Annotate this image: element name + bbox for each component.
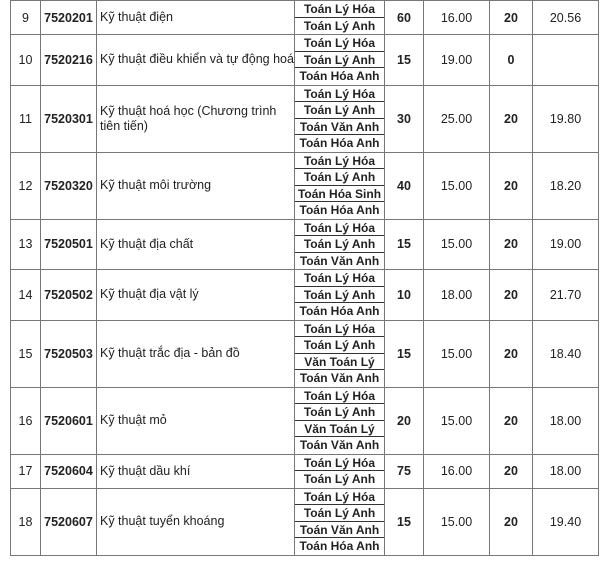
row-number: 12 xyxy=(11,152,41,219)
table-row xyxy=(11,320,599,387)
subject-combination: Toán Văn Anh xyxy=(299,253,380,268)
quota-value: 15 xyxy=(385,219,424,270)
threshold-score: 20 xyxy=(490,488,533,555)
table-row xyxy=(11,387,599,454)
last-score: 19.80 xyxy=(533,85,599,152)
last-score xyxy=(533,35,599,86)
threshold-score: 20 xyxy=(490,387,533,454)
row-number: 15 xyxy=(11,320,41,387)
quota-value: 15 xyxy=(385,320,424,387)
subject-combination: Toán Lý Hóa xyxy=(295,388,384,405)
row-number: 11 xyxy=(11,85,41,152)
threshold-score: 0 xyxy=(490,35,533,86)
subject-combination: Toán Hóa Anh xyxy=(299,539,380,553)
major-name: Kỹ thuật điện xyxy=(97,1,295,35)
subject-combinations xyxy=(295,454,385,488)
major-name: Kỹ thuật môi trường xyxy=(97,152,295,219)
table-row xyxy=(11,35,599,86)
table-row xyxy=(11,152,599,219)
subject-combination: Toán Hóa Anh xyxy=(299,203,380,217)
subject-combination: Toán Lý Anh xyxy=(303,18,376,33)
last-score: 19.00 xyxy=(533,219,599,270)
quota-value: 20 xyxy=(385,387,424,454)
table-row xyxy=(11,270,599,321)
subject-combination: Toán Lý Anh xyxy=(303,472,376,486)
subject-combinations xyxy=(295,1,385,35)
subject-combination: Toán Lý Anh xyxy=(295,169,384,186)
last-score: 18.40 xyxy=(533,320,599,387)
major-code: 7520216 xyxy=(41,35,97,86)
table-row xyxy=(11,219,599,270)
major-name: Kỹ thuật mỏ xyxy=(97,387,295,454)
subject-combination: Toán Hóa Anh xyxy=(299,136,380,150)
major-code: 7520601 xyxy=(41,387,97,454)
threshold-score: 20 xyxy=(490,454,533,488)
row-number: 16 xyxy=(11,387,41,454)
table-row xyxy=(11,488,599,555)
major-code: 7520503 xyxy=(41,320,97,387)
table-body xyxy=(11,1,599,556)
major-name: Kỹ thuật dầu khí xyxy=(97,454,295,488)
quota-value: 40 xyxy=(385,152,424,219)
major-code: 7520501 xyxy=(41,219,97,270)
subject-combination: Toán Lý Anh xyxy=(295,236,384,253)
row-number: 13 xyxy=(11,219,41,270)
subject-combination: Toán Hóa Anh xyxy=(299,69,380,83)
subject-combination: Văn Toán Lý xyxy=(295,421,384,438)
threshold-score: 20 xyxy=(490,152,533,219)
floor-score: 16.00 xyxy=(424,454,490,488)
subject-combination: Toán Hóa Sinh xyxy=(295,186,384,203)
last-score: 21.70 xyxy=(533,270,599,321)
floor-score: 18.00 xyxy=(424,270,490,321)
major-name: Kỹ thuật trắc địa - bản đồ xyxy=(97,320,295,387)
subject-combination: Văn Toán Lý xyxy=(295,354,384,371)
subject-combination: Toán Lý Hóa xyxy=(295,489,384,506)
subject-combination: Toán Lý Hóa xyxy=(295,1,384,18)
threshold-score: 20 xyxy=(490,320,533,387)
subject-combination: Toán Lý Hóa xyxy=(295,220,384,237)
quota-value: 60 xyxy=(385,1,424,35)
major-name: Kỹ thuật tuyển khoáng xyxy=(97,488,295,555)
admission-table xyxy=(10,0,599,556)
table-row xyxy=(11,85,599,152)
subject-combination: Toán Lý Anh xyxy=(295,52,384,69)
major-code: 7520301 xyxy=(41,85,97,152)
quota-value: 30 xyxy=(385,85,424,152)
subject-combination: Toán Văn Anh xyxy=(295,119,384,136)
floor-score: 15.00 xyxy=(424,152,490,219)
subject-combination: Toán Lý Anh xyxy=(295,505,384,522)
subject-combination: Toán Lý Hóa xyxy=(295,321,384,338)
floor-score: 15.00 xyxy=(424,387,490,454)
quota-value: 15 xyxy=(385,488,424,555)
major-name: Kỹ thuật điều khiển và tự động hoá xyxy=(97,35,295,86)
major-name: Kỹ thuật địa vật lý xyxy=(97,270,295,321)
subject-combination: Toán Lý Hóa xyxy=(295,455,384,472)
subject-combinations xyxy=(295,85,385,152)
floor-score: 16.00 xyxy=(424,1,490,35)
floor-score: 25.00 xyxy=(424,85,490,152)
subject-combinations xyxy=(295,387,385,454)
threshold-score: 20 xyxy=(490,270,533,321)
subject-combination: Toán Lý Anh xyxy=(295,102,384,119)
floor-score: 15.00 xyxy=(424,488,490,555)
subject-combinations xyxy=(295,270,385,321)
floor-score: 15.00 xyxy=(424,320,490,387)
floor-score: 15.00 xyxy=(424,219,490,270)
major-code: 7520604 xyxy=(41,454,97,488)
major-code: 7520502 xyxy=(41,270,97,321)
row-number: 18 xyxy=(11,488,41,555)
major-code: 7520201 xyxy=(41,1,97,35)
table-row xyxy=(11,1,599,35)
threshold-score: 20 xyxy=(490,219,533,270)
row-number: 14 xyxy=(11,270,41,321)
subject-combination: Toán Lý Hóa xyxy=(295,153,384,170)
subject-combinations xyxy=(295,35,385,86)
subject-combination: Toán Lý Anh xyxy=(295,287,384,304)
major-code: 7520320 xyxy=(41,152,97,219)
subject-combination: Toán Văn Anh xyxy=(299,438,380,452)
last-score: 19.40 xyxy=(533,488,599,555)
row-number: 17 xyxy=(11,454,41,488)
subject-combination: Toán Lý Anh xyxy=(295,337,384,354)
last-score: 18.00 xyxy=(533,454,599,488)
major-name: Kỹ thuật địa chất xyxy=(97,219,295,270)
subject-combination: Toán Lý Anh xyxy=(295,404,384,421)
last-score: 18.00 xyxy=(533,387,599,454)
subject-combinations xyxy=(295,219,385,270)
last-score: 18.20 xyxy=(533,152,599,219)
last-score: 20.56 xyxy=(533,1,599,35)
quota-value: 75 xyxy=(385,454,424,488)
floor-score: 19.00 xyxy=(424,35,490,86)
subject-combination: Toán Hóa Anh xyxy=(299,304,380,318)
threshold-score: 20 xyxy=(490,85,533,152)
major-code: 7520607 xyxy=(41,488,97,555)
subject-combinations xyxy=(295,488,385,555)
quota-value: 10 xyxy=(385,270,424,321)
subject-combination: Toán Văn Anh xyxy=(295,522,384,539)
subject-combination: Toán Văn Anh xyxy=(299,371,380,385)
row-number: 9 xyxy=(11,1,41,35)
threshold-score: 20 xyxy=(490,1,533,35)
subject-combinations xyxy=(295,320,385,387)
subject-combination: Toán Lý Hóa xyxy=(295,35,384,52)
quota-value: 15 xyxy=(385,35,424,86)
major-name: Kỹ thuật hoá học (Chương trình tiên tiến) xyxy=(97,85,295,152)
row-number: 10 xyxy=(11,35,41,86)
subject-combination: Toán Lý Hóa xyxy=(295,86,384,103)
subject-combination: Toán Lý Hóa xyxy=(295,270,384,287)
table-row xyxy=(11,454,599,488)
subject-combinations xyxy=(295,152,385,219)
